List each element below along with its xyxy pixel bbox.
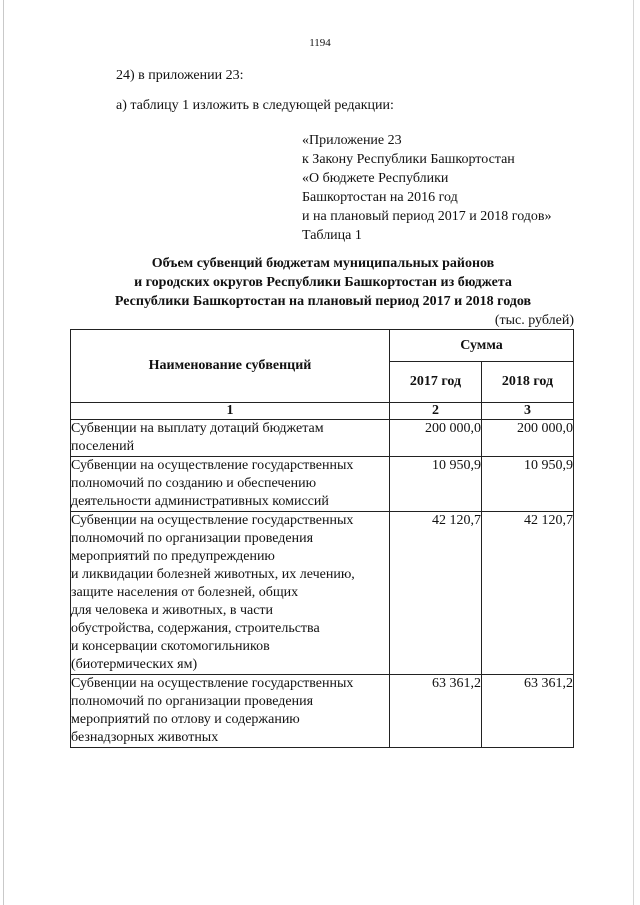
- subvention-name: [71, 512, 390, 675]
- name-line: Субвенции на осуществление государственных: [71, 513, 354, 528]
- unit-label: (тыс. рублей): [494, 313, 574, 328]
- header-sum: Сумма: [390, 330, 574, 362]
- column-number: 3: [482, 403, 574, 420]
- table-label: Таблица 1: [302, 228, 362, 243]
- table-row: [71, 675, 574, 748]
- title-line: Объем субвенций бюджетам муниципальных районов: [151, 256, 495, 271]
- amount-2017: 42 120,7: [390, 512, 482, 675]
- appendix-line: Башкортостан на 2016 год: [302, 190, 458, 205]
- name-line: и консервации скотомогильников: [71, 639, 270, 654]
- name-line: обустройства, содержания, строительства: [71, 621, 320, 636]
- appendix-line: «Приложение 23: [302, 133, 402, 148]
- subvention-name: [71, 675, 390, 748]
- column-number: 2: [390, 403, 482, 420]
- document-title: [70, 254, 576, 311]
- appendix-line: «О бюджете Республики: [302, 171, 449, 186]
- appendix-header: [302, 131, 552, 245]
- intro-subitem: а) таблицу 1 изложить в следующей редакции:: [116, 98, 394, 113]
- page-edge-left: [3, 0, 4, 905]
- name-line: и ликвидации болезней животных, их лечению,: [71, 567, 355, 582]
- name-line: Субвенции на осуществление государственных: [71, 676, 354, 691]
- subventions-table: [70, 329, 574, 748]
- table-row: [71, 420, 574, 457]
- header-year-2018: 2018 год: [482, 362, 574, 403]
- title-line: Республики Башкортостан на плановый период 2017 и 2018 годов: [114, 294, 532, 309]
- amount-2018: 10 950,9: [482, 457, 574, 512]
- name-line: мероприятий по предупреждению: [71, 549, 275, 564]
- title-line: и городских округов Республики Башкортостан из бюджета: [134, 275, 512, 290]
- amount-2018: 63 361,2: [482, 675, 574, 748]
- name-line: защите населения от болезней, общих: [71, 585, 299, 600]
- name-line: поселений: [71, 439, 135, 454]
- page-number: 1194: [309, 37, 331, 49]
- name-line: полномочий по созданию и обеспечению: [71, 476, 317, 491]
- name-line: деятельности административных комиссий: [71, 494, 329, 509]
- name-line: Субвенции на осуществление государственных: [71, 458, 354, 473]
- amount-2017: 10 950,9: [390, 457, 482, 512]
- column-number: 1: [71, 403, 390, 420]
- table-row: [71, 512, 574, 675]
- amount-2017: 200 000,0: [390, 420, 482, 457]
- name-line: (биотермических ям): [71, 657, 198, 672]
- name-line: безнадзорных животных: [71, 730, 219, 745]
- name-line: полномочий по организации проведения: [71, 531, 314, 546]
- name-line: для человека и животных, в части: [71, 603, 274, 618]
- header-name: Наименование субвенций: [71, 330, 390, 403]
- table-row: [71, 457, 574, 512]
- page-edge-right: [633, 0, 634, 905]
- subvention-name: [71, 457, 390, 512]
- amount-2018: 42 120,7: [482, 512, 574, 675]
- subvention-name: [71, 420, 390, 457]
- amount-2017: 63 361,2: [390, 675, 482, 748]
- appendix-line: к Закону Республики Башкортостан: [302, 152, 515, 167]
- intro-item: 24) в приложении 23:: [116, 68, 244, 83]
- header-year-2017: 2017 год: [390, 362, 482, 403]
- appendix-line: и на плановый период 2017 и 2018 годов»: [302, 209, 552, 224]
- name-line: Субвенции на выплату дотаций бюджетам: [71, 421, 324, 436]
- name-line: полномочий по организации проведения: [71, 694, 314, 709]
- amount-2018: 200 000,0: [482, 420, 574, 457]
- name-line: мероприятий по отлову и содержанию: [71, 712, 300, 727]
